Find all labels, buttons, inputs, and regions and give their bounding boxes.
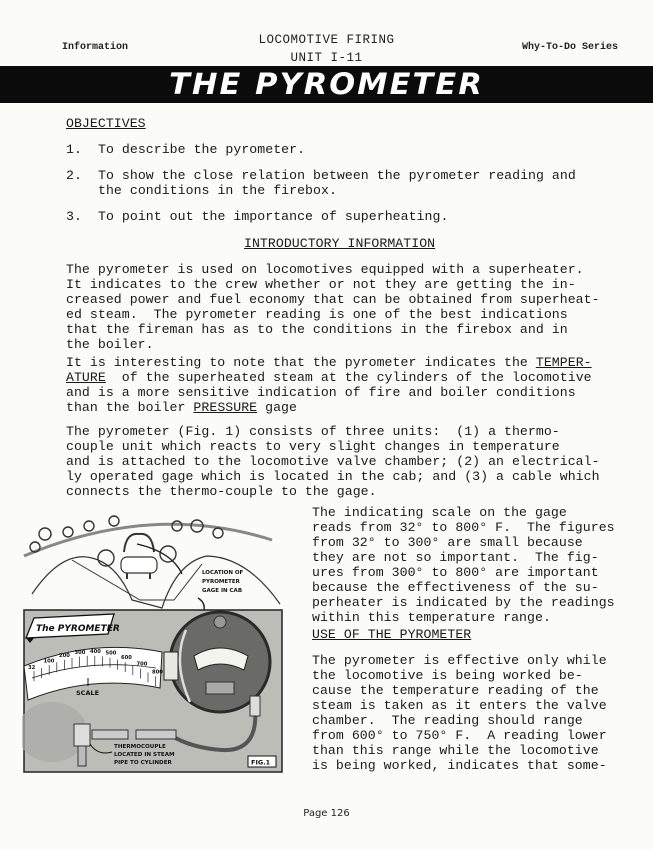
use-heading: USE OF THE PYROMETER <box>312 627 472 642</box>
location-label <box>202 570 245 594</box>
gauge-hinge <box>164 652 178 680</box>
emphasis-temperature-cont: ATURE <box>66 370 106 385</box>
steam-pipe <box>78 746 86 766</box>
objective-item <box>66 209 576 224</box>
text-line: couple unit which reacts to very slight changes in temperature <box>66 439 560 454</box>
text-line: The pyrometer (Fig. 1) consists of three units: (1) a thermo- <box>66 424 560 439</box>
scale-number: 300 <box>74 649 86 656</box>
header-right-label: Why-To-Do Series <box>522 42 619 53</box>
text-line: cause the temperature reading of the <box>312 683 599 698</box>
fig-label: FIG.1 <box>251 758 271 767</box>
scale-number: 200 <box>59 653 70 660</box>
text-line: is being worked, indicates that some- <box>312 758 607 773</box>
objective-item <box>66 142 576 157</box>
text-line: steam is taken as it enters the valve <box>312 698 607 713</box>
location-label-line: LOCATION OF <box>202 570 244 576</box>
location-label-line: GAGE IN CAB <box>202 588 243 594</box>
text-line: perheater is indicated by the readings <box>312 595 615 610</box>
text-line: chamber. The reading should range <box>312 713 583 728</box>
cable-connector <box>250 696 260 716</box>
cab-gauge-icon <box>121 557 157 573</box>
text-line: ed steam. The pyrometer reading is one of the best indications <box>66 307 568 322</box>
objective-text: the conditions in the firebox. <box>98 183 337 198</box>
text-line: the locomotive is being worked be- <box>312 668 583 683</box>
scale-number: 400 <box>90 648 101 655</box>
header-unit-number: UNIT I-11 <box>290 51 363 65</box>
objectives-heading: OBJECTIVES <box>66 116 146 131</box>
objective-text: To show the close relation between the pyrometer reading and <box>98 168 576 183</box>
thermocouple-label-line: THERMOCOUPLE <box>114 744 166 750</box>
pyrometer-illustration <box>22 512 300 774</box>
figure-banner-text: The PYROMETER <box>36 624 120 634</box>
thermocouple-fitting <box>92 730 128 739</box>
gauge-knob <box>214 616 226 628</box>
header-course-title: LOCOMOTIVE FIRING <box>258 33 395 47</box>
scale-number: 100 <box>43 658 55 665</box>
cable-fitting <box>136 730 176 739</box>
gauge-mount <box>124 534 154 552</box>
emphasis-pressure: PRESSURE <box>193 400 258 415</box>
emphasis-temperature: TEMPER- <box>535 355 592 370</box>
text-line: creased power and fuel economy that can be obtained from superheat- <box>66 292 600 307</box>
thermocouple-label-line: LOCATED IN STEAM <box>114 752 175 758</box>
text-line: because the effectiveness of the su- <box>312 580 599 595</box>
text-line: they are not so important. The fig- <box>312 550 599 565</box>
text-line: from 32° to 300° are small because <box>312 535 583 550</box>
steam-pipe-tee <box>74 724 90 746</box>
gauge-nameplate <box>206 682 234 694</box>
use-paragraph <box>312 653 607 773</box>
text-line: the boiler. <box>66 337 154 352</box>
text-line: The pyrometer is effective only while <box>312 653 607 668</box>
scale-number: 32 <box>28 665 36 671</box>
scale-paragraph <box>312 505 615 625</box>
title-banner <box>0 66 653 103</box>
text-span: It is interesting to note that the pyrometer indicates the <box>66 355 536 370</box>
objective-number: 2. <box>66 168 82 183</box>
text-line: and is attached to the locomotive valve chamber; (2) an electrical- <box>66 454 600 469</box>
location-label-line: PYROMETER <box>202 579 240 585</box>
objective-text: To point out the importance of superheating. <box>98 209 449 224</box>
scale-number: 600 <box>121 654 132 661</box>
thermocouple-label <box>114 744 177 766</box>
intro-heading: INTRODUCTORY INFORMATION <box>244 236 436 251</box>
text-line: within this temperature range. <box>312 610 551 625</box>
gauge-feet <box>127 573 150 579</box>
scale-label: SCALE <box>76 689 100 697</box>
text-line: connects the thermo-couple to the gage. <box>66 484 377 499</box>
thermocouple-label-line: PIPE TO CYLINDER <box>114 760 172 766</box>
text-span: of the superheated steam at the cylinders of the locomotive <box>105 370 592 385</box>
pyrometer-figure <box>22 512 300 774</box>
text-line: than this range while the locomotive <box>312 743 599 758</box>
text-line <box>66 355 592 370</box>
text-line: It indicates to the crew whether or not they are getting the in- <box>66 277 576 292</box>
backhead-arc <box>24 524 272 556</box>
text-span: gage <box>257 400 297 415</box>
scale-number: 800 <box>152 669 163 676</box>
text-line: and is a more sensitive indication of fire and boiler conditions <box>66 385 576 400</box>
objective-item <box>66 168 576 183</box>
intro-paragraph-3 <box>66 424 600 499</box>
text-line <box>66 400 592 415</box>
text-line: that the fireman has as to the conditions in the firebox and in <box>66 322 568 337</box>
text-line <box>66 370 592 385</box>
text-span: than the boiler <box>66 400 194 415</box>
intro-paragraph-2 <box>66 355 592 415</box>
text-line: ures from 300° to 800° are important <box>312 565 599 580</box>
header-left-label: Information <box>62 42 129 53</box>
text-line: The pyrometer is used on locomotives equipped with a superheater. <box>66 262 584 277</box>
scale-number: 700 <box>136 661 148 668</box>
text-line: ly operated gage which is located in the cab; and (3) a cable which <box>66 469 600 484</box>
objective-item-continuation <box>66 183 576 198</box>
objective-number: 1. <box>66 142 82 157</box>
intro-paragraph-1 <box>66 262 600 352</box>
text-line: The indicating scale on the gage <box>312 505 567 520</box>
objective-number: 3. <box>66 209 82 224</box>
text-line: reads from 32° to 800° F. The figures <box>312 520 615 535</box>
objective-text: To describe the pyrometer. <box>98 142 306 157</box>
page-number: Page 126 <box>303 808 350 819</box>
scale-number: 500 <box>105 650 117 657</box>
page-title: THE PYROMETER <box>169 67 484 101</box>
objectives-list <box>66 142 576 224</box>
text-line: from 600° to 750° F. A reading lower <box>312 728 607 743</box>
